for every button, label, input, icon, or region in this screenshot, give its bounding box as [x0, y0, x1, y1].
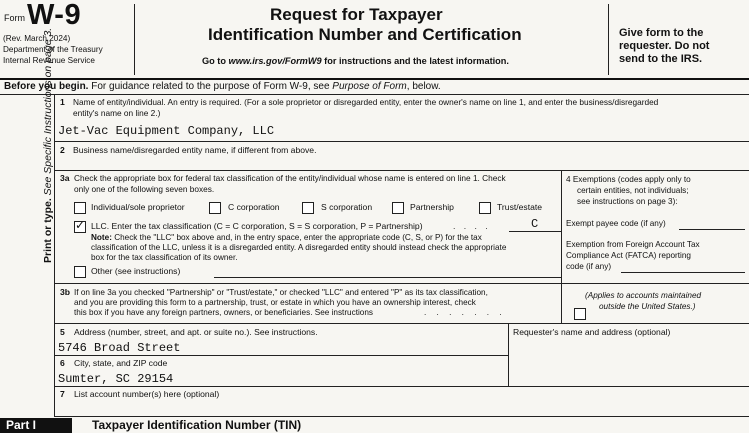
line6-number: 6 — [60, 358, 65, 368]
left-margin-rule — [54, 94, 55, 416]
part1-label: Part I — [6, 418, 37, 432]
exempt-payee-code-label: Exempt payee code (if any) — [566, 219, 666, 228]
llc-note-line1: Note: Check the "LLC" box above and, in the entry space, enter the appropriate code (C, S, or P) for the tax — [91, 233, 482, 242]
side-instruction-label: Print or type. See Specific Instructions on page 3. — [42, 27, 54, 263]
form-title-line2: Identification Number and Certification — [208, 25, 522, 44]
header-divider-left — [134, 4, 135, 75]
goto-instructions: Go to www.irs.gov/FormW9 for instructions and the latest information. — [202, 56, 509, 66]
line1-instructions-cont: entity's name on line 2.) — [73, 108, 161, 118]
account-number-field[interactable] — [54, 416, 749, 417]
line3b-bottom-rule — [54, 323, 749, 324]
exemptions-heading-line3: see instructions on page 3): — [577, 197, 678, 206]
give-to-requester-line1: Give form to the — [619, 27, 704, 39]
fatca-code-field[interactable] — [621, 272, 745, 273]
llc-entry-underline — [509, 231, 561, 232]
llc-note-line3: box for the tax classification of its owner. — [91, 253, 238, 262]
line5-number: 5 — [60, 327, 65, 337]
agency-line: Internal Revenue Service — [3, 56, 95, 65]
give-to-requester-line2: requester. Do not — [619, 40, 710, 52]
line3b-instructions-line1: If on line 3a you checked "Partnership" or "Trust/estate," or checked "LLC" and entered "P" as its tax classification, — [74, 288, 488, 297]
line3a-instructions: Check the appropriate box for federal tax classification of the entity/individual whose name is entered on line 1. Check — [74, 173, 506, 183]
form-title-line1: Request for Taxpayer — [270, 5, 443, 24]
s-corporation-label: S corporation — [321, 202, 373, 212]
line7-instructions: List account number(s) here (optional) — [74, 389, 220, 399]
line3a-bottom-rule — [54, 283, 749, 284]
foreign-partners-checkbox[interactable] — [574, 308, 586, 320]
department-line: Department of the Treasury — [3, 45, 103, 54]
give-to-requester-line3: send to the IRS. — [619, 53, 703, 65]
line1-instructions: Name of entity/individual. An entry is required. (For a sole proprietor or disregarded entity, enter the owner's name on line 1, and enter the business/disregarded — [73, 97, 659, 107]
fatca-applies-note-line2: outside the United States.) — [599, 302, 696, 311]
line6-bottom-rule — [54, 386, 749, 387]
form-revision: (Rev. March 2024) — [3, 34, 71, 43]
line7-number: 7 — [60, 389, 65, 399]
header-bottom-rule — [0, 78, 749, 80]
address-field[interactable]: 5746 Broad Street — [58, 341, 181, 355]
fatca-label-line2: Compliance Act (FATCA) reporting — [566, 251, 691, 260]
line2-instructions: Business name/disregarded entity name, if different from above. — [73, 145, 317, 155]
requester-name-address-label: Requester's name and address (optional) — [513, 327, 671, 337]
entity-name-field[interactable]: Jet-Vac Equipment Company, LLC — [58, 124, 275, 138]
other-entry-underline[interactable] — [214, 277, 561, 278]
line1-number: 1 — [60, 97, 65, 107]
llc-note-line2: classification of the LLC, unless it is a disregarded entity. A disregarded entity should instead check the appropriate — [91, 243, 507, 252]
line3b-instructions-line2: and you are providing this form to a partnership, trust, or estate in which you have an ownership interest, check — [74, 298, 476, 307]
line3b-leader-dots: . . . . . . . — [424, 308, 506, 317]
exempt-payee-code-field[interactable] — [679, 229, 745, 230]
line2-bottom-rule — [54, 170, 749, 171]
requester-column-divider — [508, 323, 509, 386]
trust-estate-checkbox[interactable] — [479, 202, 491, 214]
c-corporation-checkbox[interactable] — [209, 202, 221, 214]
before-you-begin: Before you begin. For guidance related to the purpose of Form W-9, see Purpose of Form, below. — [4, 81, 441, 92]
c-corporation-label: C corporation — [228, 202, 280, 212]
line5-instructions: Address (number, street, and apt. or suite no.). See instructions. — [74, 327, 318, 337]
fatca-applies-note-line1: (Applies to accounts maintained — [585, 291, 702, 300]
llc-label: LLC. Enter the tax classification (C = C corporation, S = S corporation, P = Partnership) — [91, 221, 423, 231]
line6-instructions: City, state, and ZIP code — [74, 358, 168, 368]
exemptions-heading-line1: 4 Exemptions (codes apply only to — [566, 175, 691, 184]
other-checkbox[interactable] — [74, 266, 86, 278]
exemptions-column-divider — [561, 170, 562, 323]
llc-leader-dots: . . . . — [453, 221, 491, 231]
city-state-zip-field[interactable]: Sumter, SC 29154 — [58, 372, 174, 386]
s-corporation-checkbox[interactable] — [302, 202, 314, 214]
trust-estate-label: Trust/estate — [497, 202, 543, 212]
line2-number: 2 — [60, 145, 65, 155]
individual-checkbox[interactable] — [74, 202, 86, 214]
header-divider-right — [608, 4, 609, 75]
partnership-label: Partnership — [410, 202, 454, 212]
before-begin-rule — [0, 94, 749, 95]
llc-check-mark-icon: ✓ — [75, 218, 86, 232]
form-number: W-9 — [27, 0, 82, 31]
fatca-label-line3: code (if any) — [566, 262, 612, 271]
fatca-label-line1: Exemption from Foreign Account Tax — [566, 240, 700, 249]
other-label: Other (see instructions) — [91, 266, 181, 276]
partnership-checkbox[interactable] — [392, 202, 404, 214]
line3b-number: 3b — [60, 287, 71, 297]
part1-title: Taxpayer Identification Number (TIN) — [92, 418, 302, 432]
form-word: Form — [4, 13, 25, 23]
line3b-instructions-line3: this box if you have any foreign partners, owners, or beneficiaries. See instructions — [74, 308, 373, 317]
line3a-instructions-cont: only one of the following seven boxes. — [74, 184, 215, 194]
exemptions-heading-line2: certain entities, not individuals; — [577, 186, 689, 195]
line1-bottom-rule — [54, 141, 749, 142]
individual-label: Individual/sole proprietor — [91, 202, 185, 212]
llc-classification-field[interactable]: C — [531, 217, 539, 231]
instructions-url[interactable]: www.irs.gov/FormW9 — [228, 56, 322, 66]
line3a-number: 3a — [60, 173, 70, 183]
line5-bottom-rule — [54, 355, 508, 356]
part1-label-box — [0, 418, 72, 433]
